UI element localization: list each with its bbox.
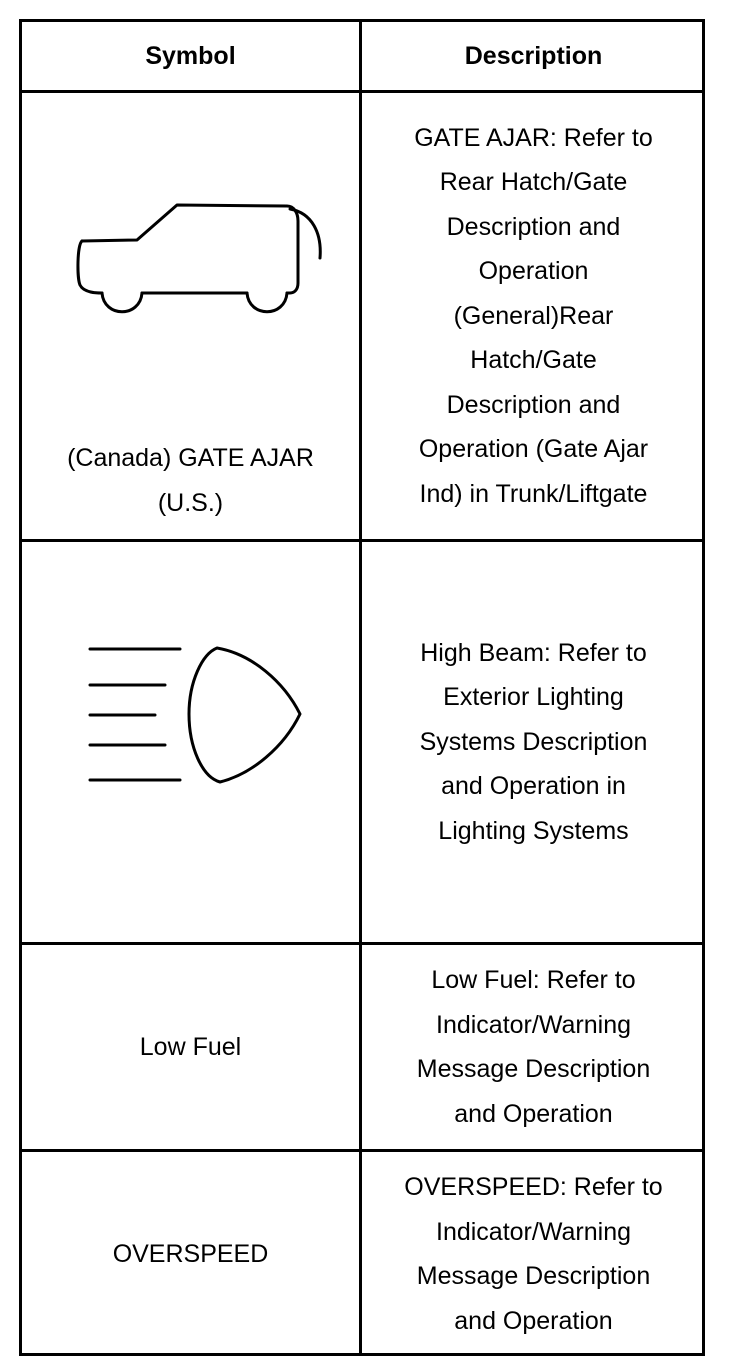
high-beam-icon	[22, 542, 362, 942]
header-cell-symbol	[22, 22, 362, 90]
symbol-label: (Canada) GATE AJAR (U.S.)	[67, 444, 314, 517]
description-text: High Beam: Refer to Exterior Lighting Systems Description and Operation in Lighting Systems	[419, 638, 648, 845]
table-row	[22, 90, 705, 539]
symbol-label: OVERSPEED	[112, 1239, 269, 1268]
symbol-cell	[22, 1152, 362, 1356]
description-cell	[362, 542, 705, 942]
symbol-label: Low Fuel	[139, 1032, 242, 1061]
header-description-label: Description	[464, 41, 603, 70]
description-text: Low Fuel: Refer to Indicator/Warning Message Description and Operation	[416, 966, 651, 1128]
table-row	[22, 1149, 705, 1356]
table-row	[22, 942, 705, 1149]
table-row	[22, 539, 705, 942]
symbol-cell	[22, 93, 362, 539]
description-cell	[362, 93, 705, 539]
symbol-cell	[22, 542, 362, 942]
header-symbol-label: Symbol	[145, 41, 236, 70]
symbol-cell	[22, 945, 362, 1149]
description-text: GATE AJAR: Refer to Rear Hatch/Gate Description and Operation (General)Rear Hatch/Gate Description and Operation (Gate Ajar Ind) in Trunk/Liftgate	[414, 123, 653, 508]
table-header-row	[22, 22, 705, 90]
description-text: OVERSPEED: Refer to Indicator/Warning Message Description and Operation	[404, 1173, 663, 1335]
header-cell-description	[362, 22, 705, 90]
indicator-symbol-table	[19, 19, 705, 1356]
description-cell	[362, 945, 705, 1149]
description-cell	[362, 1152, 705, 1356]
